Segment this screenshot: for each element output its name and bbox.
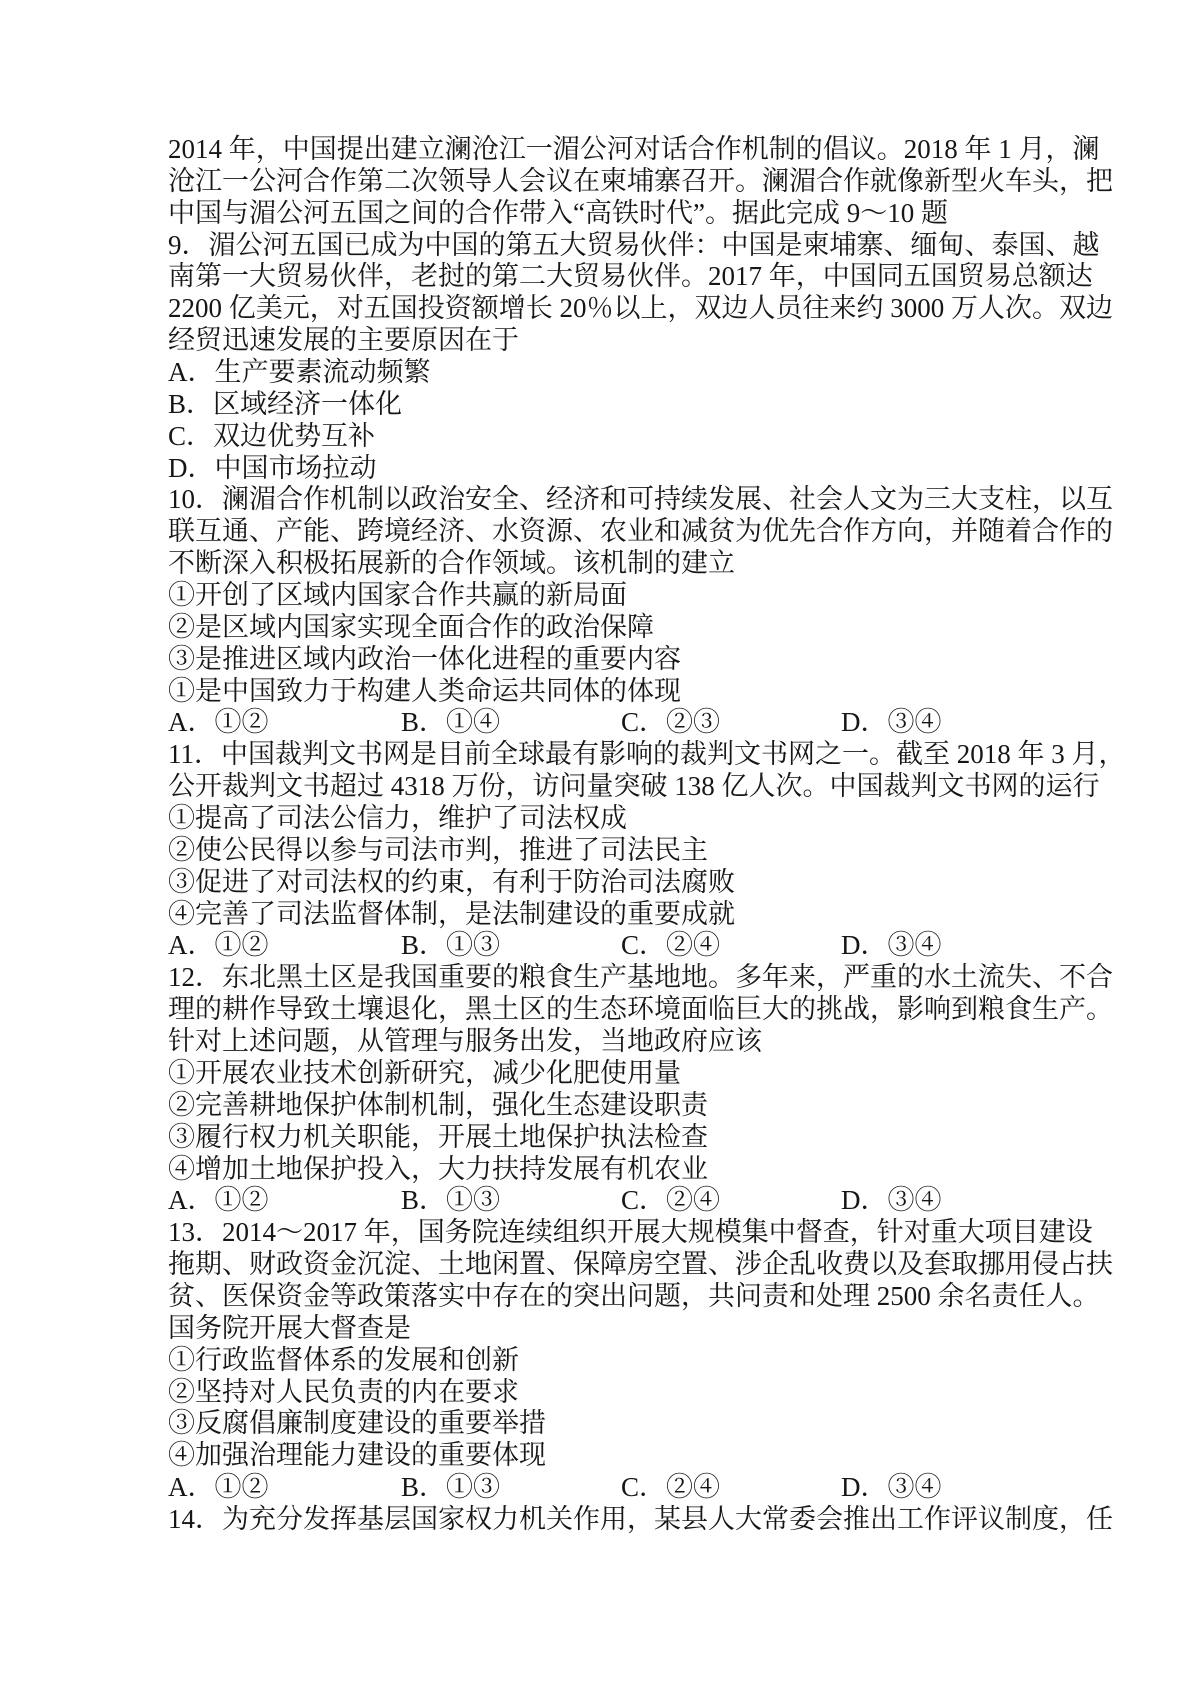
text-line: 12．东北黑土区是我国重要的粮食生产基地地。多年来，严重的水土流失、不合 <box>168 962 1113 993</box>
text-line: ④完善了司法监督体制，是法制建设的重要成就 <box>168 898 735 929</box>
text-line: 中国与湄公河五国之间的合作带入“高铁时代”。据此完成 9～10 题 <box>168 197 948 228</box>
text-line: ③促进了对司法权的约東，有利于防治司法腐败 <box>168 866 735 897</box>
text-line: 公开裁判文书超过 4318 万份，访问量突破 138 亿人次。中国裁判文书网的运行 <box>168 771 1100 802</box>
text-line: 不断深入积极拓展新的合作领域。该机制的建立 <box>168 548 735 579</box>
text-line: 针对上述问题，从管理与服务出发，当地政府应该 <box>168 1026 762 1057</box>
answer-option: D．③④ <box>841 1472 942 1503</box>
answer-options-row <box>168 707 1046 739</box>
text-line: D．中国市场拉动 <box>168 452 377 483</box>
text-line: 拖期、财政资金沉淀、土地闲置、保障房空置、涉企乱收费以及套取挪用侵占扶 <box>168 1249 1113 1280</box>
text-line: ②完善耕地保护体制机制，强化生态建设职责 <box>168 1089 708 1120</box>
text-line: 9．湄公河五国已成为中国的第五大贸易伙伴：中国是柬埔寨、缅甸、泰国、越 <box>168 229 1100 260</box>
text-line: 14．为充分发挥基层国家权力机关作用，某县人大常委会推出工作评议制度，任 <box>168 1503 1113 1534</box>
text-line: ①开创了区域内国家合作共赢的新局面 <box>168 580 627 611</box>
answer-options-row <box>168 1472 1046 1504</box>
text-line: C．双边优势互补 <box>168 420 376 451</box>
answer-option: B．①③ <box>401 1185 501 1216</box>
text-line: ①行政监督体系的发展和创新 <box>168 1344 519 1375</box>
answer-option: D．③④ <box>841 707 942 738</box>
answer-option: A．①② <box>168 707 269 738</box>
text-line: 贫、医保资金等政策落实中存在的突出问题，共问责和处理 2500 余名责任人。 <box>168 1280 1100 1311</box>
text-line: 联互通、产能、跨境经济、水资源、农业和减贫为优先合作方向，并随着合作的 <box>168 516 1113 547</box>
answer-option: B．①③ <box>401 930 501 961</box>
text-line: ②是区域内国家实现全面合作的政治保障 <box>168 611 654 642</box>
answer-option: B．①④ <box>401 707 501 738</box>
text-line: 2200 亿美元，对五国投资额增长 20％以上，双边人员往来约 3000 万人次。双边 <box>168 293 1113 324</box>
answer-options-row <box>168 930 1046 962</box>
text-line: 南第一大贸易伙伴，老挝的第二大贸易伙伴。2017 年，中国同五国贸易总额达 <box>168 261 1093 292</box>
answer-option: D．③④ <box>841 930 942 961</box>
answer-option: C．②④ <box>621 1185 721 1216</box>
text-line: 国务院开展大督查是 <box>168 1312 411 1343</box>
question-text-block <box>168 134 1126 1536</box>
answer-option: A．①② <box>168 930 269 961</box>
text-line: 2014 年，中国提出建立澜沧江一湄公河对话合作机制的倡议。2018 年 1 月，澜 <box>168 134 1100 164</box>
answer-option: A．①② <box>168 1185 269 1216</box>
answer-option: C．②④ <box>621 1472 721 1503</box>
text-line: ②使公民得以参与司法市判，推进了司法民主 <box>168 834 708 865</box>
text-line: ①开展农业技术创新研究，减少化肥使用量 <box>168 1057 681 1088</box>
answer-option: C．②③ <box>621 707 721 738</box>
answer-option: C．②④ <box>621 930 721 961</box>
text-line: 经贸迅速发展的主要原因在于 <box>168 325 519 356</box>
answer-option: A．①② <box>168 1472 269 1503</box>
text-line: ④加强治理能力建设的重要体现 <box>168 1440 546 1471</box>
text-line: 11．中国裁判文书网是目前全球最有影响的裁判文书网之一。截至 2018 年 3 月， <box>168 739 1126 770</box>
text-line: 10．澜湄合作机制以政治安全、经济和可持续发展、社会人文为三大支柱，以互 <box>168 484 1113 515</box>
text-line: ③是推进区域内政治一体化进程的重要内容 <box>168 643 681 674</box>
text-line: 沧江一公河合作第二次领导人会议在柬埔寨召开。澜湄合作就像新型火车头，把 <box>168 165 1113 196</box>
text-line: 13．2014～2017 年，国务院连续组织开展大规模集中督查，针对重大项目建设 <box>168 1217 1093 1248</box>
text-line: ①提高了司法公信力，维护了司法权成 <box>168 803 627 834</box>
answer-option: D．③④ <box>841 1185 942 1216</box>
answer-options-row <box>168 1185 1046 1217</box>
text-line: ④增加土地保护投入，大力扶持发展有机农业 <box>168 1153 708 1184</box>
text-line: ③履行权力机关职能，开展土地保护执法检查 <box>168 1121 708 1152</box>
answer-option: B．①③ <box>401 1472 501 1503</box>
text-line: B．区域经济一体化 <box>168 388 403 419</box>
text-line: ①是中国致力于构建人类命运共同体的体现 <box>168 675 681 706</box>
text-line: A．生产要素流动频繁 <box>168 357 431 388</box>
text-line: ③反腐倡廉制度建设的重要举措 <box>168 1408 546 1439</box>
text-line: 理的耕作导致土壤退化，黑土区的生态环境面临巨大的挑战，影响到粮食生产。 <box>168 994 1113 1025</box>
text-line: ②坚持对人民负责的内在要求 <box>168 1376 519 1407</box>
